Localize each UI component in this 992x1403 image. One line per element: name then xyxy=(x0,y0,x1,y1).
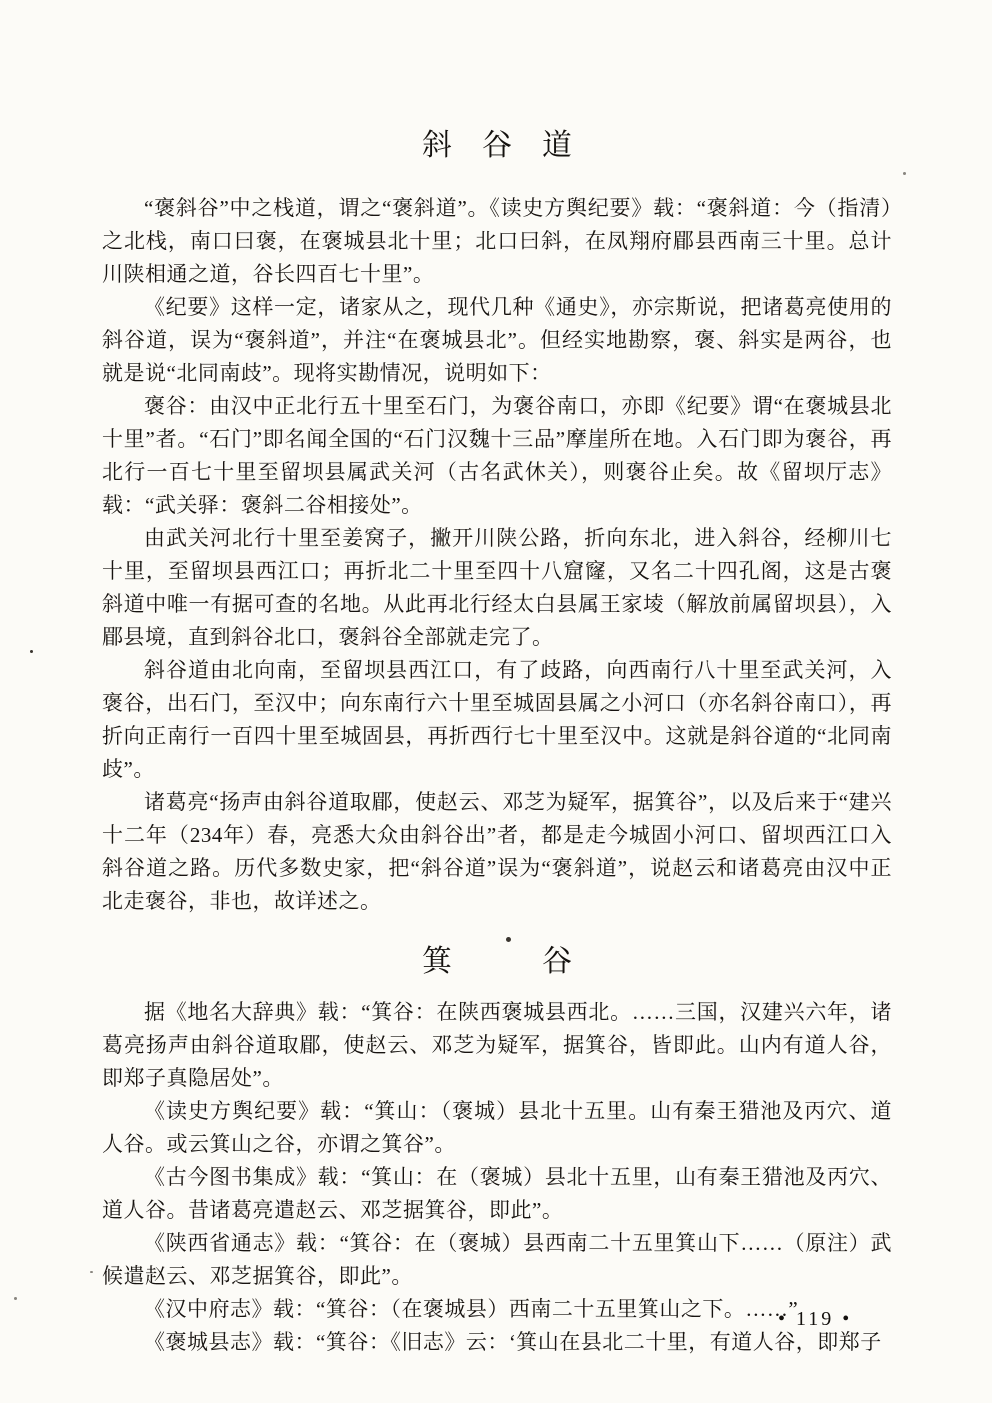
paragraph: 《陕西省通志》载：“箕谷：在（褒城）县西南二十五里箕山下……（原注）武候遣赵云、邓芝据箕谷，即此”。 xyxy=(102,1231,892,1288)
scan-speck xyxy=(506,937,511,942)
paragraph: 褒谷：由汉中正北行五十里至石门，为褒谷南口，亦即《纪要》谓“在褒城县北十里”者。“石门”即名闻全国的“石门汉魏十三品”摩崖所在地。入石门即为褒谷，再北行一百七十里至留坝县属武关河（古名武休关），则褒谷止矣。故《留坝厅志》载：“武关驿：褒斜二谷相接处”。 xyxy=(102,394,892,517)
paragraph: 《褒城县志》载：“箕谷：《旧志》云：‘箕山在县北二十里，有道人谷，即郑子 xyxy=(144,1330,882,1354)
scan-speck xyxy=(30,650,33,653)
content-column xyxy=(102,0,892,1359)
paragraph: 由武关河北行十里至姜窝子，撇开川陕公路，折向东北，进入斜谷，经柳川七十里，至留坝县西江口；再折北二十里至四十八窟窿，又名二十四孔阁，这是古褒斜道中唯一有据可查的名地。从此再北行经太白县属王家堎（解放前属留坝县），入郿县境，直到斜谷北口，褒斜谷全部就走完了。 xyxy=(102,526,892,649)
paragraph: 斜谷道由北向南，至留坝县西江口，有了歧路，向西南行八十里至武关河，入褒谷，出石门，至汉中；向东南行六十里至城固县属之小河口（亦名斜谷南口），再折向正南行一百四十里至城固县，再折西行七十里至汉中。这就是斜谷道的“北同南歧”。 xyxy=(102,658,892,781)
paragraph: 据《地名大辞典》载：“箕谷：在陕西褒城县西北。……三国，汉建兴六年，诸葛亮扬声由斜谷道取郿，使赵云、邓芝为疑军，据箕谷，皆即此。山内有道人谷，即郑子真隐居处”。 xyxy=(102,1000,892,1090)
paragraph: 《纪要》这样一定，诸家从之，现代几种《通史》，亦宗斯说，把诸葛亮使用的斜谷道，误为“褒斜道”，并注“在褒城县北”。但经实地勘察，褒、斜实是两谷，也就是说“北同南歧”。现将实勘情况，说明如下： xyxy=(102,295,892,385)
paragraph: 《古今图书集成》载：“箕山：在（褒城）县北十五里，山有秦王猎池及丙穴、道人谷。昔诸葛亮遣赵云、邓芝据箕谷，即此”。 xyxy=(102,1165,892,1222)
paragraph: 《读史方舆纪要》载：“箕山：（褒城）县北十五里。山有秦王猎池及丙穴、道人谷。或云箕山之谷，亦谓之箕谷”。 xyxy=(102,1099,892,1156)
paragraph: “褒斜谷”中之栈道，谓之“褒斜道”。《读史方舆纪要》载：“褒斜道：今（指清）之北栈，南口曰褒，在褒城县北十里；北口曰斜，在凤翔府郿县西南三十里。总计川陕相通之道，谷长四百七十里”。 xyxy=(102,196,892,286)
scan-speck xyxy=(903,172,906,175)
section-title-xiegudao: 斜 谷 道 xyxy=(422,129,572,162)
paragraph: 诸葛亮“扬声由斜谷道取郿，使赵云、邓芝为疑军，据箕谷”，以及后来于“建兴十二年（234年）春，亮悉大众由斜谷出”者，都是走今城固小河口、留坝西江口入斜谷道之路。历代多数史家，把“斜谷道”误为“褒斜道”，说赵云和诸葛亮由汉中正北走褒谷，非也，故详述之。 xyxy=(102,790,892,913)
section-title-jigu: 箕 谷 xyxy=(422,945,572,978)
scan-speck xyxy=(14,1297,17,1300)
page-number: • 119 • xyxy=(778,1308,853,1330)
paragraph: 《汉中府志》载：“箕谷：（在褒城县）西南二十五里箕山之下。……” xyxy=(144,1297,799,1321)
scan-speck xyxy=(90,1271,93,1273)
